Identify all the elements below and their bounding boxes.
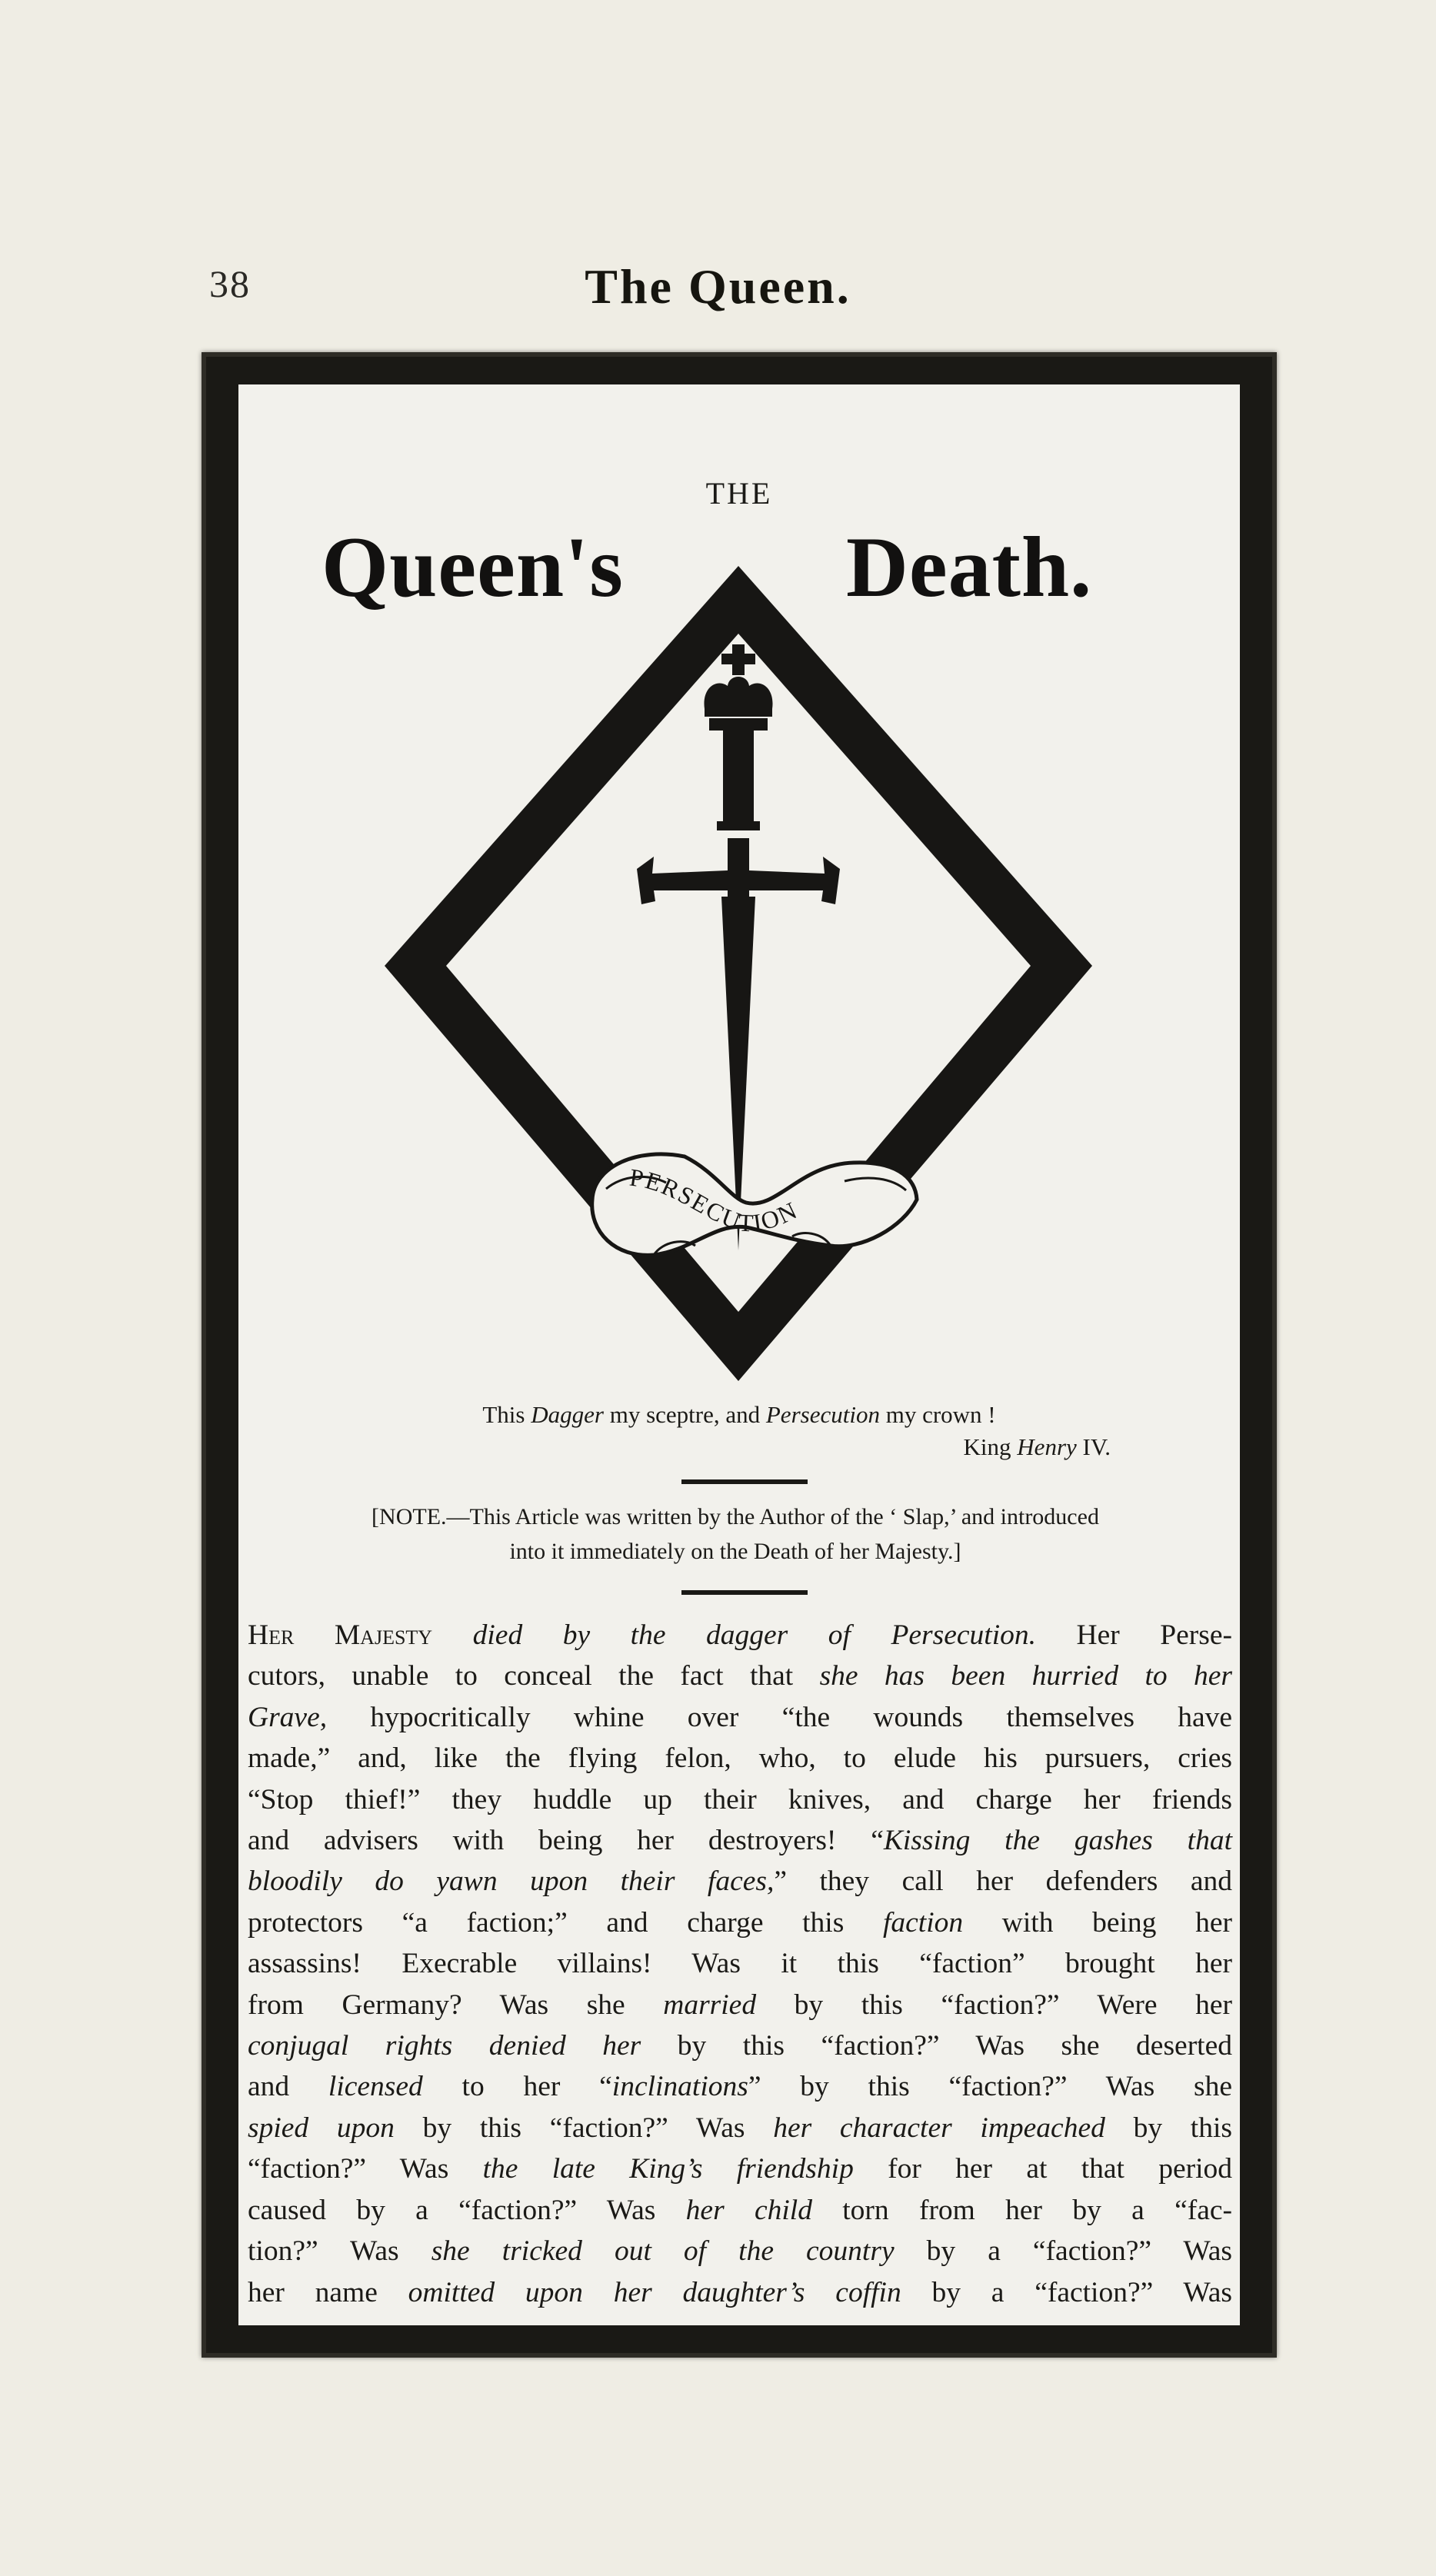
body-line: “Stop thief!” they huddle up their knives, and charge her friends [248, 1783, 1232, 1816]
body-line: conjugal rights denied her by this “faction?” Was she deserted [248, 2030, 1232, 2062]
body-line: Her Majesty died by the dagger of Persecution. Her Perse- [248, 1619, 1233, 1651]
body-line: and licensed to her “inclinations” by this “faction?” Was she [248, 2071, 1232, 2103]
body-line: cutors, unable to conceal the fact that she has been hurried to her [248, 1660, 1232, 1692]
body-line: Grave, hypocritically whine over “the wounds themselves have [248, 1701, 1232, 1733]
dagger-emblem [361, 535, 1115, 1381]
note-line: [NOTE.—This Article was written by the Author of the ‘ Slap,’ and introduced [371, 1504, 1099, 1529]
body-line: and advisers with being her destroyers! “Kissing the gashes that [248, 1825, 1232, 1857]
article-panel [238, 384, 1240, 2325]
editorial-note [246, 1499, 1224, 1569]
body-line: assassins! Execrable villains! Was it this “faction” brought her [248, 1948, 1232, 1980]
epigraph-quote: This Dagger my sceptre, and Persecution my crown ! [482, 1401, 996, 1428]
body-line: tion?” Was she tricked out of the country by a “faction?” Was [248, 2235, 1232, 2268]
article-body [248, 1615, 1232, 2313]
heading-queens: Queen's [322, 520, 624, 615]
heading-the: THE [705, 476, 773, 511]
running-head: The Queen. [585, 259, 851, 314]
heading-death: Death. [846, 520, 1093, 615]
body-line: bloodily do yawn upon their faces,” they call her defenders and [248, 1865, 1232, 1898]
epigraph-attribution: King Henry IV. [963, 1433, 1111, 1460]
body-line: protectors “a faction;” and charge this faction with being her [248, 1906, 1232, 1939]
page-number: 38 [209, 262, 251, 305]
divider-rule [681, 1590, 808, 1595]
body-line: “faction?” Was the late King’s friendship for her at that period [248, 2153, 1233, 2185]
body-line: caused by a “faction?” Was her child torn from her by a “fac- [248, 2194, 1232, 2226]
body-line: spied upon by this “faction?” Was her character impeached by this [248, 2112, 1232, 2144]
body-line: made,” and, like the flying felon, who, to elude his pursuers, cries [248, 1742, 1232, 1775]
scroll-text: PERSECUTION [628, 1163, 803, 1237]
divider-rule [681, 1479, 808, 1484]
mourning-border [202, 352, 1277, 2358]
body-line: her name omitted upon her daughter’s coffin by a “faction?” Was [248, 2276, 1232, 2308]
body-line: from Germany? Was she married by this “faction?” Were her [248, 1989, 1232, 2021]
note-line: into it immediately on the Death of her Majesty.] [509, 1539, 961, 1564]
